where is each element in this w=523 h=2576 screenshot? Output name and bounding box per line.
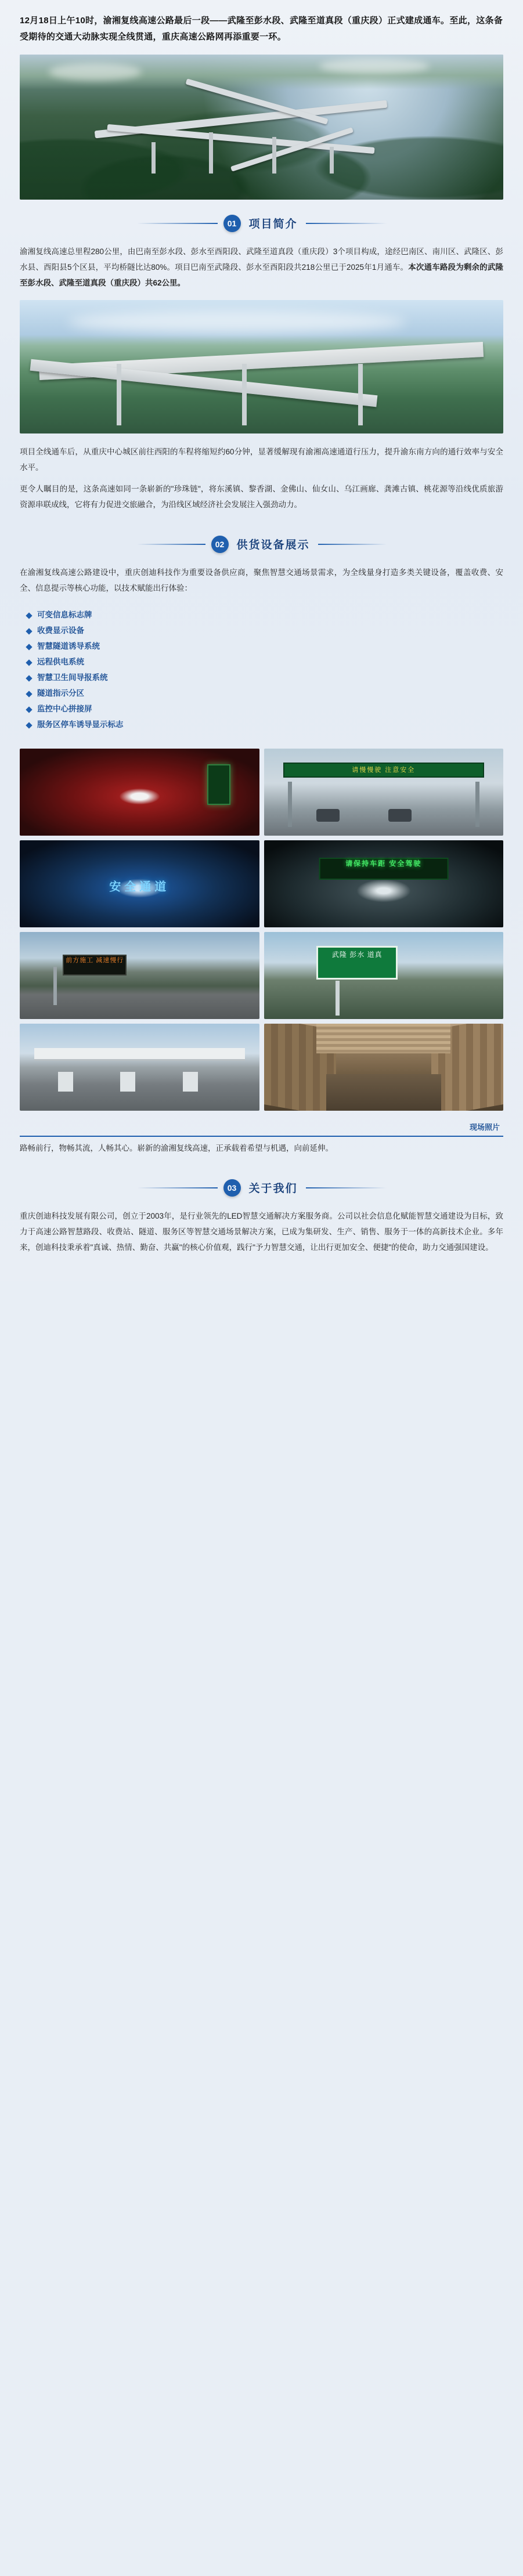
green-guide-sign-photo xyxy=(264,932,504,1019)
bridge-pier xyxy=(358,364,363,425)
about-paragraph: 重庆创迪科技发展有限公司，创立于2003年，是行业领先的LED智慧交通解决方案服务商。公司以社会信息化赋能智慧交通建设为目标，致力于高速公路智慧路段、收费站、隧道、服务区等智慧交通场景解决方案，已成为集研发、生产、销售、服务于一体的高新技术企业。多年来，创迪科技秉承着"真诚、热情、勤奋、共赢"的核心价值观，践行"予力智慧交通，让出行更加安全、便捷"的使命，助力交通强国建设。 xyxy=(20,1211,503,1252)
toll-booth xyxy=(120,1072,135,1092)
gantry-leg xyxy=(475,782,479,827)
list-item: 收费显示设备 xyxy=(27,623,503,638)
list-item: 服务区停车诱导显示标志 xyxy=(27,717,503,732)
heading-rule-left xyxy=(137,544,205,545)
project-paragraph-2: 项目全线通车后，从重庆中心城区前往西阳的车程将缩短约60分钟，显著缓解现有渝湘高速通道行压力，提升渝东南方向的通行效率与安全水平。 xyxy=(20,447,503,472)
highway-vms-photo xyxy=(20,932,259,1019)
cloud-shape xyxy=(49,63,142,81)
supply-feature-list xyxy=(0,606,523,735)
vms-pole xyxy=(53,967,57,1005)
toll-booth xyxy=(183,1072,198,1092)
project-paragraph-3: 更令人瞩目的是，这条高速如同一条崭新的"珍珠链"，将东溪镇、黎香湖、金佛山、仙女山、乌江画廊、龚滩古镇、桃花源等沿线优质旅游资源串联成线，它将有力促进交旅融合，为沿线区域经济社会发展注入强劲动力。 xyxy=(20,484,503,509)
toll-booth xyxy=(58,1072,73,1092)
tunnel-led-board: 请保持车距 安全驾驶 xyxy=(319,858,448,880)
equipment-photo-grid xyxy=(0,743,523,1111)
variable-message-sign: 前方施工 减速慢行 xyxy=(63,955,127,976)
section-heading-project xyxy=(137,215,387,232)
spacer xyxy=(0,515,523,521)
toll-canopy xyxy=(34,1048,245,1061)
bridge-pier xyxy=(117,364,121,425)
toll-gantry-photo xyxy=(264,749,504,836)
bridge-photo-wrap xyxy=(0,293,523,440)
section-heading-supply xyxy=(137,536,387,553)
tunnel-red-photo xyxy=(20,749,259,836)
tunnel-text-display: 安全通道 xyxy=(109,880,170,893)
hero-photo-wrap xyxy=(0,51,523,200)
spacer xyxy=(0,1158,523,1164)
sign-pole xyxy=(336,981,340,1016)
bridge-pier xyxy=(272,137,276,173)
photo-caption: 现场照片 xyxy=(20,1118,503,1137)
page-root xyxy=(0,0,523,1281)
bridge-pier xyxy=(242,364,247,425)
corridor-ceiling xyxy=(316,1024,450,1053)
section-title: 关于我们 xyxy=(248,1183,298,1195)
cloud-shape xyxy=(68,310,406,334)
list-item: 智慧卫生间导报系统 xyxy=(27,670,503,685)
list-item: 可变信息标志牌 xyxy=(27,607,503,623)
list-item: 隧道指示分区 xyxy=(27,685,503,701)
vehicle xyxy=(316,809,340,822)
section-title: 项目简介 xyxy=(248,218,298,230)
project-paragraph-1 xyxy=(0,240,523,293)
intro-paragraph: 12月18日上午10时，渝湘复线高速公路最后一段——武隆至彭水段、武隆至道真段（重庆段）正式建成通车。至此，这条备受期待的交通大动脉实现全线贯通，重庆高速公路网再添重要一环。 xyxy=(20,16,503,42)
bridge-pier xyxy=(209,132,213,173)
gantry-leg xyxy=(288,782,292,827)
hero-interchange-photo xyxy=(20,55,503,200)
cloud-shape xyxy=(319,59,430,74)
supply-intro: 在渝湘复线高速公路建设中，重庆创迪科技作为重要设备供应商，聚焦智慧交通场景需求，为全线量身打造多类关键设备，覆盖收费、安全、信息提示等核心功能，以技术赋能出行体验： xyxy=(20,568,503,592)
project-text-b: 本次通车路段为剩余的武隆至彭水段、武隆至道真段（重庆段）共62公里。 xyxy=(20,262,504,287)
list-item: 智慧隧道诱导系统 xyxy=(27,638,503,654)
hero-viaduct xyxy=(88,95,407,174)
section-number: 03 xyxy=(223,1179,241,1197)
heading-rule-right xyxy=(318,544,387,545)
project-text-a: 渝湘复线高速总里程280公里，由巴南至彭水段、彭水至酉阳段、武隆至道真段（重庆段）3个项目构成，途经巴南区、南川区、武隆区、彭水县、酉阳县5个区县，平均桥隧比达80%。项目巴南至武隆段、彭水至酉阳段共218公里已于2025年1月通车。 xyxy=(20,247,503,272)
supply-closing: 路畅前行，物畅其流，人畅其心。崭新的渝湘复线高速，正承载着希望与机遇，向前延伸。 xyxy=(20,1143,333,1152)
corridor-floor xyxy=(326,1074,441,1111)
heading-rule-right xyxy=(306,223,387,224)
bridge-deck xyxy=(107,124,374,154)
section-number: 01 xyxy=(223,215,241,232)
section-number: 02 xyxy=(211,536,229,553)
highway-guide-sign: 武隆 彭水 道真 xyxy=(316,946,398,980)
vehicle xyxy=(388,809,412,822)
bridge-pier xyxy=(330,147,334,174)
heading-rule-left xyxy=(137,1187,218,1188)
list-item: 监控中心拼接屏 xyxy=(27,701,503,717)
tunnel-blue-photo xyxy=(20,840,259,927)
section-title: 供货设备展示 xyxy=(236,539,310,551)
gantry-message-board: 请慢慢驶 注意安全 xyxy=(283,763,485,778)
tunnel-green-board-photo xyxy=(264,840,504,927)
viaduct-photo xyxy=(20,300,503,433)
toll-plaza-photo xyxy=(20,1024,259,1111)
section-heading-about xyxy=(137,1179,387,1197)
heading-rule-left xyxy=(137,223,218,224)
list-item: 远程供电系统 xyxy=(27,654,503,670)
bridge-pier xyxy=(152,142,156,174)
heading-rule-right xyxy=(306,1187,387,1188)
service-corridor-photo xyxy=(264,1024,504,1111)
tunnel-guide-sign xyxy=(207,764,230,805)
